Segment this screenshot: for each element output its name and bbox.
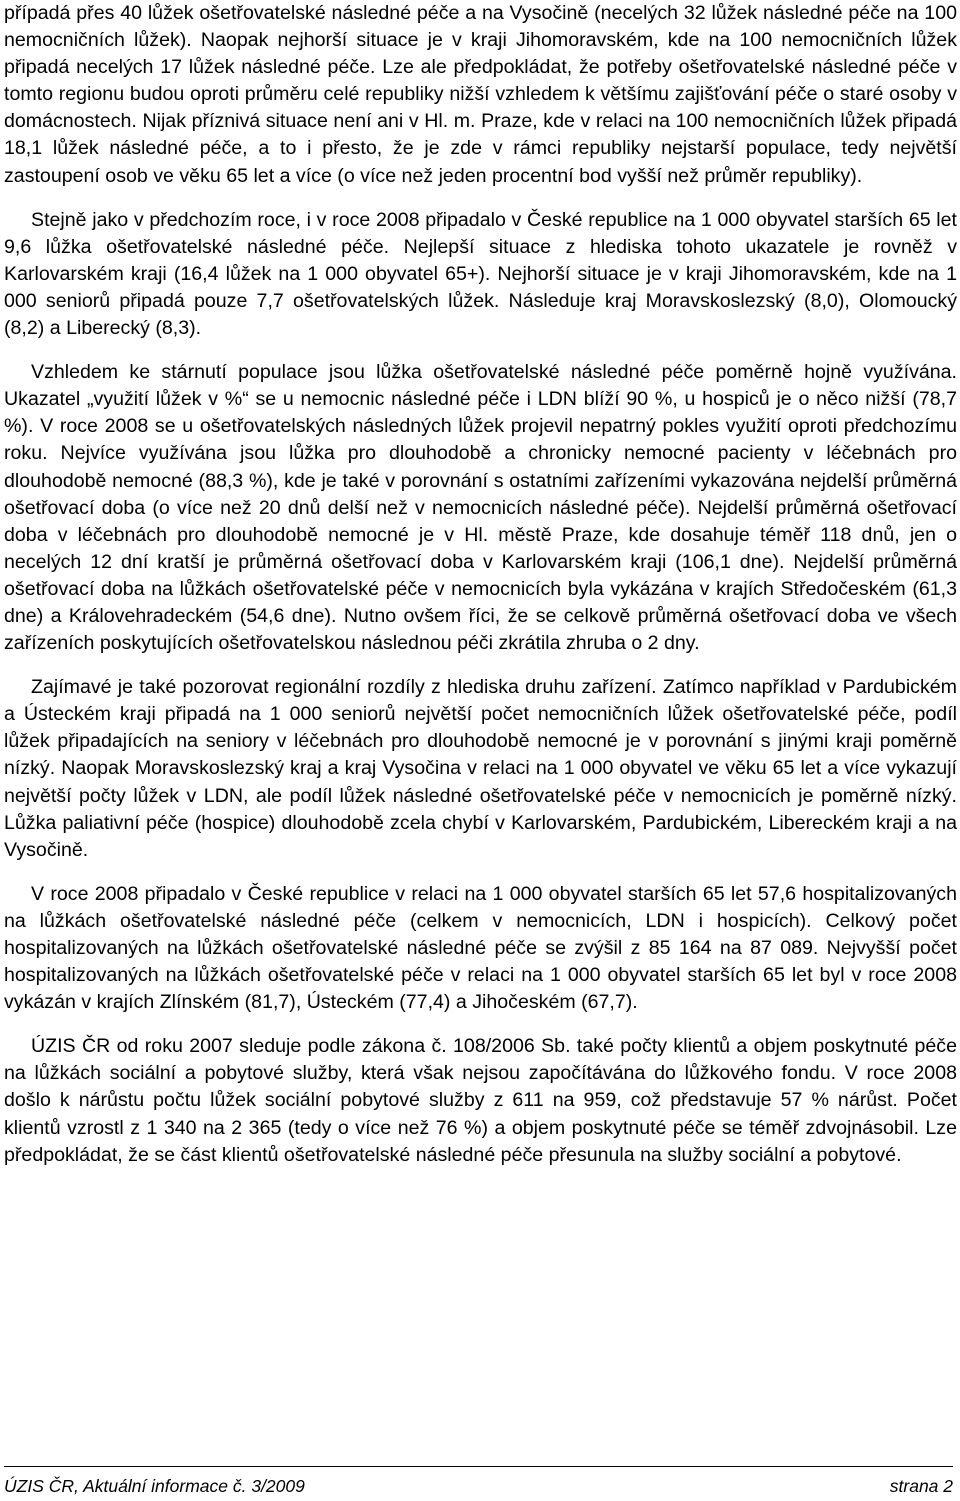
paragraph-gap xyxy=(4,190,957,207)
footer-publication: ÚZIS ČR, Aktuální informace č. 3/2009 xyxy=(4,1476,305,1496)
paragraph-1: případá přes 40 lůžek ošetřovatelské následné péče a na Vysočině (necelých 32 lůžek následné péče na 100 nemocničních lůžek). Naopak nejhorší situace je v kraji Jihomoravském, kde na 100 nemocničních lůžek připadá necelých 17 lůžek následné péče. Lze ale předpokládat, že potřeby ošetřovatelské následné péče v tomto regionu budou oproti průměru celé republiky nižší vzhledem k většímu zajišťování péče o staré osoby v domácnostech. Nijak příznivá situace není ani v Hl. m. Praze, kde v relaci na 100 nemocničních lůžek připadá 18,1 lůžek následné péče, a to i přesto, že je zde v rámci republiky nejstarší populace, tedy největší zastoupení osob ve věku 65 let a více (o více než jeden procentní bod vyšší než průměr republiky). xyxy=(4,2,957,187)
document-body xyxy=(4,0,957,1169)
paragraph-4: Zajímavé je také pozorovat regionální rozdíly z hlediska druhu zařízení. Zatímco například v Pardubickém a Ústeckém kraji připadá na 1 000 seniorů největší počet nemocničních lůžek ošetřovatelské péče, podíl lůžek připadajících na seniory v léčebnách pro dlouhodobě nemocné je v porovnání s jinými kraji poměrně nízký. Naopak Moravskoslezský kraj a kraj Vysočina v relaci na 1 000 obyvatel ve věku 65 let a více vykazují největší počty lůžek v LDN, ale podíl lůžek následné ošetřovatelské péče v nemocnicích je poměrně nízký. Lůžka paliativní péče (hospice) dlouhodobě zcela chybí v Karlovarském, Pardubickém, Libereckém kraji a na Vysočině. xyxy=(4,676,957,861)
paragraph-gap xyxy=(4,657,957,674)
paragraph-2: Stejně jako v předchozím roce, i v roce 2008 připadalo v České republice na 1 000 obyvatel starších 65 let 9,6 lůžka ošetřovatelské následné péče. Nejlepší situace z hlediska tohoto ukazatele je rovněž v Karlovarském kraji (16,4 lůžek na 1 000 obyvatel 65+). Nejhorší situace je v kraji Jihomoravském, kde na 1 000 seniorů připadá pouze 7,7 ošetřovatelských lůžek. Následuje kraj Moravskoslezský (8,0), Olomoucký (8,2) a Liberecký (8,3). xyxy=(4,208,957,340)
footer-page-number: strana 2 xyxy=(889,1476,953,1496)
page-footer xyxy=(4,1466,953,1497)
paragraph-gap xyxy=(4,1016,957,1033)
paragraph-gap xyxy=(4,342,957,359)
paragraph-5: V roce 2008 připadalo v České republice v relaci na 1 000 obyvatel starších 65 let 57,6 hospitalizovaných na lůžkách ošetřovatelské následné péče (celkem v nemocnicích, LDN i hospicích). Celkový počet hospitalizovaných na lůžkách ošetřovatelské následné péče se zvýšil z 85 164 na 87 089. Nejvyšší počet hospitalizovaných na lůžkách ošetřovatelské péče v relaci na 1 000 obyvatel starších 65 let byl v roce 2008 vykázán v krajích Zlínském (81,7), Ústeckém (77,4) a Jihočeském (67,7). xyxy=(4,882,957,1014)
paragraph-3: Vzhledem ke stárnutí populace jsou lůžka ošetřovatelské následné péče poměrně hojně využívána. Ukazatel „využití lůžek v %“ se u nemocnic následné péče i LDN blíží 90 %, u hospiců je o něco nižší (78,7 %). V roce 2008 se u ošetřovatelských následných lůžek projevil nepatrný pokles využití oproti předchozímu roku. Nejvíce využívána jsou lůžka pro dlouhodobě a chronicky nemocné pacienty v léčebnách pro dlouhodobě nemocné (88,3 %), kde je také v porovnání s ostatními zařízeními vykazována nejdelší průměrná ošetřovací doba (o více než 20 dnů delší než v nemocnicích následné péče). Nejdelší průměrná ošetřovací doba v léčebnách pro dlouhodobě nemocné je v Hl. městě Praze, kde dosahuje téměř 118 dnů, jen o necelých 12 dní kratší je průměrná ošetřovací doba v Karlovarském kraji (106,1 dne). Nejdelší průměrná ošetřovací doba na lůžkách ošetřovatelské péče v nemocnicích byla vykázána v krajích Středočeském (61,3 dne) a Královehradeckém (54,6 dne). Nutno ovšem říci, že se celkově průměrná ošetřovací doba ve všech zařízeních poskytujících ošetřovatelskou následnou péči zkrátila zhruba o 2 dny. xyxy=(4,361,957,655)
paragraph-6: ÚZIS ČR od roku 2007 sleduje podle zákona č. 108/2006 Sb. také počty klientů a objem poskytnuté péče na lůžkách sociální a pobytové služby, která však nejsou započítávána do lůžkového fondu. V roce 2008 došlo k nárůstu počtu lůžek sociální pobytové služby z 611 na 959, což představuje 57 % nárůst. Počet klientů vzrostl z 1 340 na 2 365 (tedy o více než 76 %) a objem poskytnuté péče se téměř zdvojnásobil. Lze předpokládat, že se část klientů ošetřovatelské následné péče přesunula na služby sociální a pobytové. xyxy=(4,1035,957,1166)
paragraph-gap xyxy=(4,864,957,881)
